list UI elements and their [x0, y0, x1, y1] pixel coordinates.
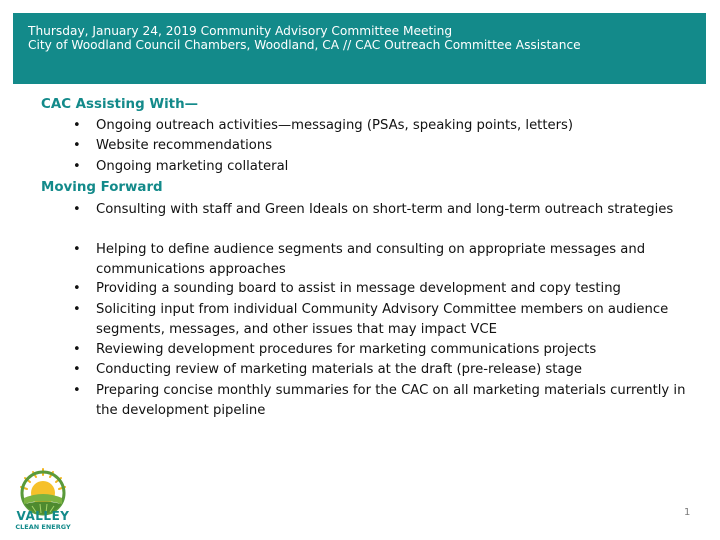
page-number: 1	[684, 507, 691, 518]
logo-wordmark: VALLEY	[16, 509, 70, 523]
bullet-icon: •	[73, 138, 81, 153]
list-item	[73, 200, 696, 220]
list-item-text: Preparing concise monthly summaries for the CAC on all marketing materials currently in the development pipeline	[96, 383, 686, 418]
bullet-icon: •	[73, 118, 81, 133]
header-subtitle: City of Woodland Council Chambers, Woodland, CA // CAC Outreach Committee Assistance	[28, 38, 581, 52]
list-item-text: Providing a sounding board to assist in message development and copy testing	[96, 281, 621, 296]
section-title-cac-assisting: CAC Assisting With—	[41, 97, 198, 112]
list-item	[73, 279, 696, 299]
list-item-text: Ongoing outreach activities—messaging (PSAs, speaking points, letters)	[96, 118, 574, 133]
logo-tagline: CLEAN ENERGY	[15, 523, 71, 531]
bullet-icon: •	[73, 383, 81, 398]
list-item	[73, 157, 696, 177]
slide-header	[13, 13, 706, 84]
bullet-icon: •	[73, 362, 81, 377]
list-item-text: Conducting review of marketing materials at the draft (pre-release) stage	[96, 362, 583, 377]
bullet-icon: •	[73, 242, 81, 257]
list-item	[73, 360, 696, 380]
list-item-text: Helping to define audience segments and consulting on appropriate messages and communications approaches	[96, 242, 646, 277]
list-item-text: Website recommendations	[96, 138, 273, 153]
list-item	[73, 240, 696, 280]
bullet-icon: •	[73, 302, 81, 317]
list-item	[73, 381, 696, 421]
bullet-icon: •	[73, 281, 81, 296]
list-item-text: Ongoing marketing collateral	[96, 159, 289, 174]
section-title-moving-forward: Moving Forward	[41, 180, 163, 195]
list-item	[73, 136, 696, 156]
list-item-text: Consulting with staff and Green Ideals on short-term and long-term outreach strategies	[96, 202, 674, 217]
list-item-text: Soliciting input from individual Community Advisory Committee members on audience segments, messages, and other issues that may impact VCE	[96, 302, 669, 337]
bullet-icon: •	[73, 342, 81, 357]
list-item-text: Reviewing development procedures for marketing communications projects	[96, 342, 597, 357]
header-title: Thursday, January 24, 2019 Community Advisory Committee Meeting	[28, 24, 453, 38]
bullet-icon: •	[73, 159, 81, 174]
bullet-icon: •	[73, 202, 81, 217]
list-item	[73, 116, 696, 136]
list-item	[73, 340, 696, 360]
list-item	[73, 300, 696, 340]
